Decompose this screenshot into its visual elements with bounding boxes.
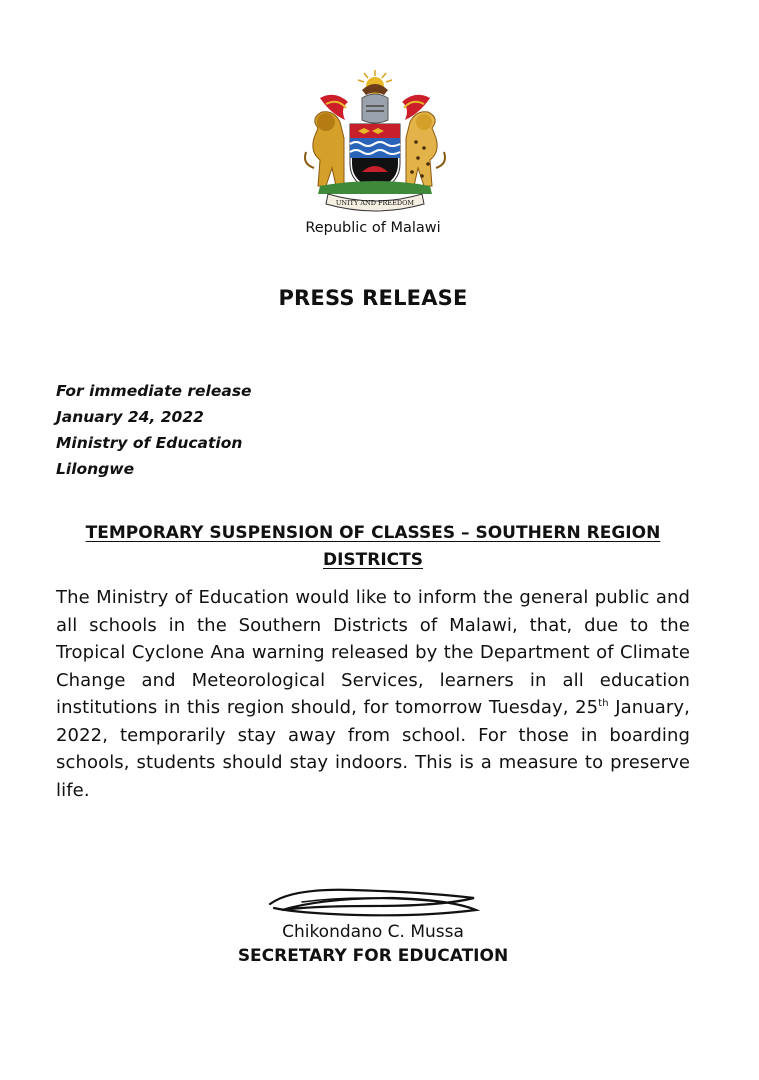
motto-scroll <box>326 194 424 211</box>
release-type: For immediate release <box>56 382 252 400</box>
date-ordinal-suffix: th <box>598 698 609 709</box>
notice-heading-line-2: DISTRICTS <box>322 550 423 570</box>
release-date: January 24, 2022 <box>56 408 204 426</box>
ministry-name: Ministry of Education <box>56 434 243 452</box>
release-city: Lilongwe <box>56 460 135 478</box>
signatory-name: Chikondano C. Mussa <box>282 922 464 942</box>
page-title: PRESS RELEASE <box>278 286 468 310</box>
coat-of-arms-emblem <box>300 68 450 216</box>
handwritten-signature <box>262 884 482 924</box>
notice-heading-line-1: TEMPORARY SUSPENSION OF CLASSES – SOUTHERN REGION <box>85 523 661 543</box>
helmet-icon <box>362 94 388 123</box>
notice-body-text-2: January, 2022, temporarily stay away from school. For those in boarding schools, students should stay indoors. This is a measure to preserve life. <box>56 697 690 801</box>
motto-text: UNITY AND FREEDOM <box>335 199 415 207</box>
country-name: Republic of Malawi <box>305 220 441 236</box>
signatory-title: SECRETARY FOR EDUCATION <box>237 946 509 966</box>
notice-body-text-1: The Ministry of Education would like to inform the general public and all schools in the Southern Districts of Malawi, that, due to the Tropical Cyclone Ana warning released by the Department of Climate Change and Meteorological Services, learners in all education institutions in this region should, for tomorrow Tuesday, 25 <box>56 587 690 718</box>
leopard-icon <box>406 112 445 186</box>
notice-heading <box>80 520 666 574</box>
release-details <box>56 378 252 482</box>
notice-body <box>56 584 690 804</box>
lion-icon <box>305 112 344 186</box>
